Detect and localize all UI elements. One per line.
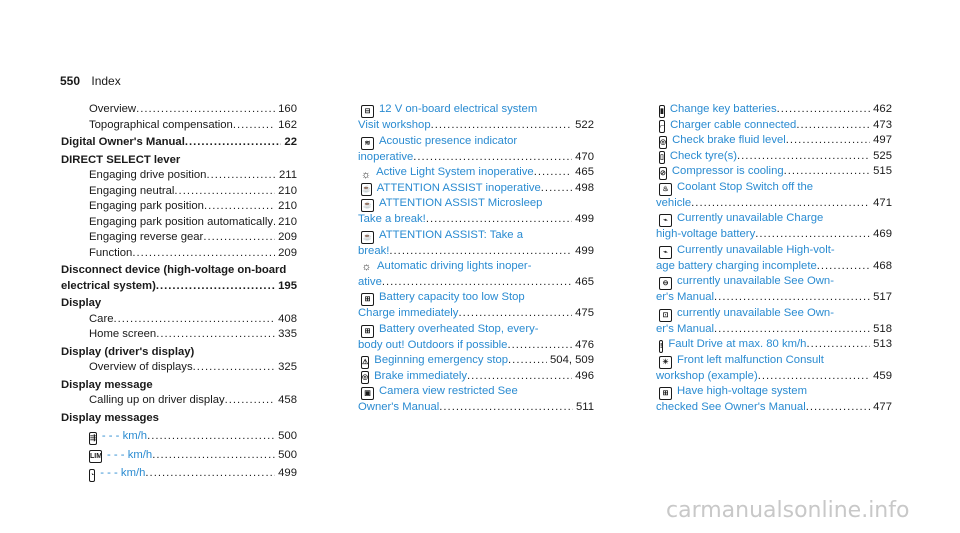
battery-hv-icon: ⊞	[361, 325, 374, 338]
index-entry-line[interactable]: ⊞ Have high-voltage system	[656, 384, 892, 400]
emergency-stop-icon: ⚠	[361, 356, 369, 369]
index-entry[interactable]: Home screen ..... 335	[61, 327, 297, 343]
index-heading: Display message	[61, 378, 153, 391]
coolant-temperature-icon: ♨	[659, 183, 672, 196]
charger-cable-icon: ⌐	[659, 120, 665, 133]
index-entry[interactable]: break! ..... 499	[358, 244, 594, 260]
index-entry[interactable]: ▯ Check tyre(s) ..... 525	[656, 149, 892, 165]
index-heading: Display (driver's display)	[61, 345, 195, 358]
index-entry-line[interactable]: ⊟ 12 V on-board electrical system	[358, 102, 594, 118]
index-entry-line[interactable]: ☀ Front left malfunction Consult	[656, 353, 892, 369]
battery-12v-icon: ⊟	[361, 105, 374, 118]
index-heading: Display	[61, 297, 102, 309]
index-entry[interactable]: inoperative ..... 470	[358, 150, 594, 166]
coffee-cup-icon: ☕	[361, 183, 372, 196]
index-entry[interactable]: er's Manual ..... 518	[656, 322, 892, 338]
index-entry[interactable]: age battery charging incomplete ..... 468	[656, 259, 892, 275]
index-entry-line[interactable]: ♨ Coolant Stop Switch off the	[656, 180, 892, 196]
compressor-icon: ⊘	[659, 167, 667, 180]
index-entry[interactable]: checked See Owner's Manual ..... 477	[656, 400, 892, 416]
index-entry-line[interactable]: ⊖ currently unavailable See Own-	[656, 274, 892, 290]
index-heading: Display messages	[61, 411, 159, 424]
index-entry[interactable]: ☼ Active Light System inoperative ..... 465	[358, 165, 594, 181]
index-entry[interactable]: Function ..... 209	[61, 246, 297, 262]
light-icon: ☼	[361, 168, 372, 181]
index-entry-line[interactable]: ☕ ATTENTION ASSIST: Take a	[358, 228, 594, 244]
index-entry[interactable]: Topographical compensation ..... 162	[61, 118, 297, 134]
battery-hv-icon: ⊞	[361, 293, 374, 306]
system-unavailable-icon: ⊖	[659, 277, 672, 290]
index-entry-line[interactable]: ⊞ Battery overheated Stop, every-	[358, 322, 594, 338]
tyre-icon: ▯	[659, 151, 665, 164]
index-entry-line[interactable]: ☕ ATTENTION ASSIST Microsleep	[358, 196, 594, 212]
light-icon: ☼	[361, 261, 372, 273]
index-entry[interactable]: Engaging park position ..... 210	[61, 199, 297, 215]
coffee-cup-icon: ☕	[361, 231, 374, 244]
hv-battery-unavailable-icon: ⌁	[659, 246, 672, 259]
index-entry-line[interactable]: ⌁ Currently unavailable High-volt-	[656, 243, 892, 259]
index-entry[interactable]: vehicle ..... 471	[656, 196, 892, 212]
battery-hv-icon: ⊞	[659, 387, 672, 400]
brake-warning-icon: ◎	[361, 371, 369, 384]
index-entry[interactable]: ◎ Check brake fluid level ..... 497	[656, 133, 892, 149]
index-entry[interactable]: Calling up on driver display ..... 458	[61, 393, 297, 409]
index-entry-line[interactable]: ≋ Acoustic presence indicator	[358, 134, 594, 150]
index-entry[interactable]: ⚠ Beginning emergency stop ..... 504, 509	[358, 353, 594, 369]
index-entry[interactable]: workshop (example) ..... 459	[656, 369, 892, 385]
index-heading: DIRECT SELECT lever	[61, 153, 181, 166]
index-column-1	[61, 102, 297, 482]
hv-battery-unavailable-icon: ⌁	[659, 214, 672, 227]
index-entry[interactable]: Care ..... 408	[61, 312, 297, 328]
index-entry-line[interactable]: ▣ Camera view restricted See	[358, 384, 594, 400]
limiter-icon: LIM	[89, 450, 102, 463]
index-column-2	[358, 102, 594, 416]
speed-limit-assist-icon: ⇶	[89, 432, 97, 445]
light-malfunction-icon: ☀	[659, 356, 672, 369]
page-number: 550	[60, 74, 81, 88]
index-entry[interactable]: Engaging neutral ..... 210	[61, 184, 297, 200]
index-entry[interactable]: ⇶ - - - km/h ..... 500	[61, 429, 297, 445]
index-entry[interactable]: ǃ Fault Drive at max. 80 km/h ..... 513	[656, 337, 892, 353]
index-entry[interactable]: ◔ - - - km/h ..... 499	[61, 466, 297, 482]
speedometer-icon: ◔	[89, 469, 95, 482]
index-heading: Disconnect device (high-voltage on-board	[61, 264, 287, 276]
page-header	[60, 74, 121, 88]
brake-fluid-icon: ◎	[659, 136, 667, 149]
index-entry[interactable]: ☕ ATTENTION ASSIST inoperative ..... 498	[358, 181, 594, 197]
index-entry-line[interactable]: ☼ Automatic driving lights inoper-	[361, 260, 532, 273]
vehicle-system-icon: ⊡	[659, 309, 672, 322]
index-entry[interactable]: er's Manual ..... 517	[656, 290, 892, 306]
index-entry[interactable]: Digital Owner's Manual ..... 22	[61, 135, 297, 151]
acoustic-presence-icon: ≋	[361, 137, 374, 150]
index-entry[interactable]: LIM - - - km/h ..... 500	[61, 448, 297, 464]
index-entry[interactable]: Overview ..... 160	[61, 102, 297, 118]
index-entry[interactable]: Engaging reverse gear ..... 209	[61, 230, 297, 246]
key-battery-icon: ▮	[659, 105, 665, 118]
index-entry[interactable]: high-voltage battery ..... 469	[656, 227, 892, 243]
index-entry[interactable]: body out! Outdoors if possible ..... 476	[358, 338, 594, 354]
index-entry[interactable]: Overview of displays ..... 325	[61, 360, 297, 376]
index-entry[interactable]: electrical system) ..... 195	[61, 279, 297, 295]
index-entry[interactable]: ative ..... 465	[358, 275, 594, 291]
index-entry-line[interactable]: ⌁ Currently unavailable Charge	[656, 211, 892, 227]
index-entry[interactable]: Visit workshop ..... 522	[358, 118, 594, 134]
microsleep-icon: ☕	[361, 199, 374, 212]
camera-icon: ▣	[361, 387, 374, 400]
index-entry[interactable]: ◎ Brake immediately ..... 496	[358, 369, 594, 385]
index-entry[interactable]: ⌐ Charger cable connected ..... 473	[656, 118, 892, 134]
index-entry[interactable]: Owner's Manual ..... 511	[358, 400, 594, 416]
index-entry[interactable]: Charge immediately ..... 475	[358, 306, 594, 322]
fault-icon: ǃ	[659, 340, 663, 353]
section-title: Index	[91, 74, 121, 88]
index-entry[interactable]: ⊘ Compressor is cooling ..... 515	[656, 164, 892, 180]
index-entry[interactable]: ▮ Change key batteries ..... 462	[656, 102, 892, 118]
index-column-3	[656, 102, 892, 416]
index-entry[interactable]: Engaging park position automatically ..... 210	[61, 215, 297, 231]
index-entry[interactable]: Take a break! ..... 499	[358, 212, 594, 228]
watermark: carmanualsonline.info	[666, 498, 910, 523]
index-entry-line[interactable]: ⊞ Battery capacity too low Stop	[358, 290, 594, 306]
index-entry[interactable]: Engaging drive position ..... 211	[61, 168, 297, 184]
index-entry-line[interactable]: ⊡ currently unavailable See Own-	[656, 306, 892, 322]
